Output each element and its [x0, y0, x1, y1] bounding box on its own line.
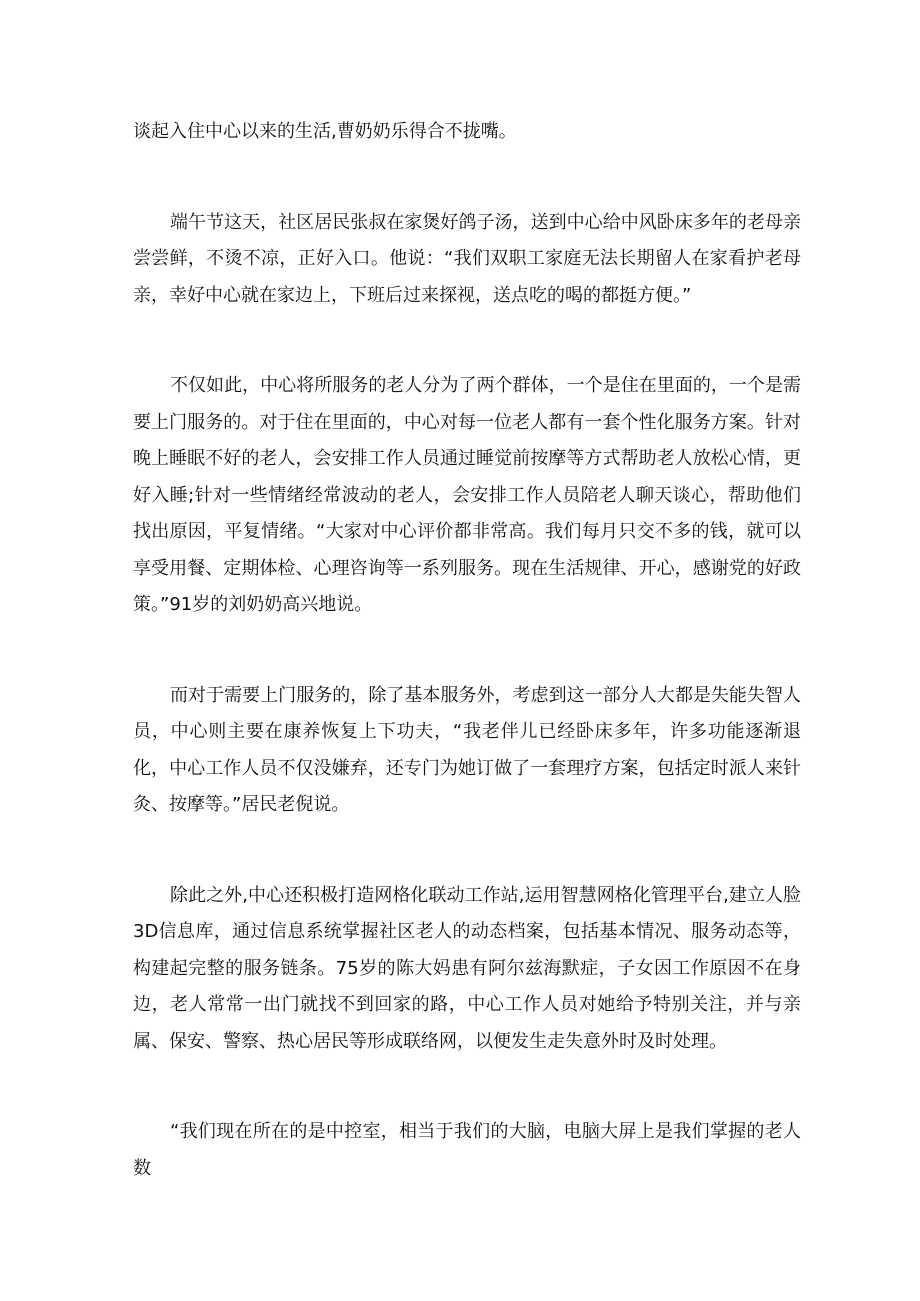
paragraph-6: “我们现在所在的是中控室，相当于我们的大脑，电脑大屏上是我们掌握的老人数 [133, 1121, 801, 1179]
paragraph-2: 端午节这天，社区居民张叔在家煲好鸽子汤，送到中心给中风卧床多年的老母亲尝尝鲜，不烫不凉，正好入口。他说：“我们双职工家庭无法长期留人在家看护老母亲，幸好中心就在家边上，下班后过来探视，送点吃的喝的都挺方便。” [133, 211, 801, 306]
paragraph-1: 谈起入住中心以来的生活,曹奶奶乐得合不拢嘴。 [133, 121, 517, 142]
paragraph-3: 不仅如此，中心将所服务的老人分为了两个群体，一个是住在里面的，一个是需要上门服务的。对于住在里面的，中心对每一位老人都有一套个性化服务方案。针对晚上睡眠不好的老人，会安排工作人员通过睡觉前按摩等方式帮助老人放松心情，更好入睡;针对一些情绪经常波动的老人，会安排工作人员陪老人聊天谈心，帮助他们找出原因，平复情绪。“大家对中心评价都非常高。我们每月只交不多的钱，就可以享受用餐、定期体检、心理咨询等一系列服务。现在生活规律、开心，感谢党的好政策。”91岁的刘奶奶高兴地说。 [133, 375, 801, 615]
article-body [133, 114, 801, 1187]
paragraph-5: 除此之外,中心还积极打造网格化联动工作站,运用智慧网格化管理平台,建立人脸3D信息库，通过信息系统掌握社区老人的动态档案，包括基本情况、服务动态等，构建起完整的服务链条。75岁的陈大妈患有阿尔兹海默症，子女因工作原因不在身边，老人常常一出门就找不到回家的路，中心工作人员对她给予特别关注，并与亲属、保安、警察、热心居民等形成联络网，以便发生走失意外时及时处理。 [133, 884, 801, 1052]
paragraph-4: 而对于需要上门服务的，除了基本服务外，考虑到这一部分人大都是失能失智人员，中心则主要在康养恢复上下功夫，“我老伴儿已经卧床多年，许多功能逐渐退化，中心工作人员不仅没嫌弃，还专门为她订做了一套理疗方案，包括定时派人来针灸、按摩等。”居民老倪说。 [133, 684, 801, 815]
